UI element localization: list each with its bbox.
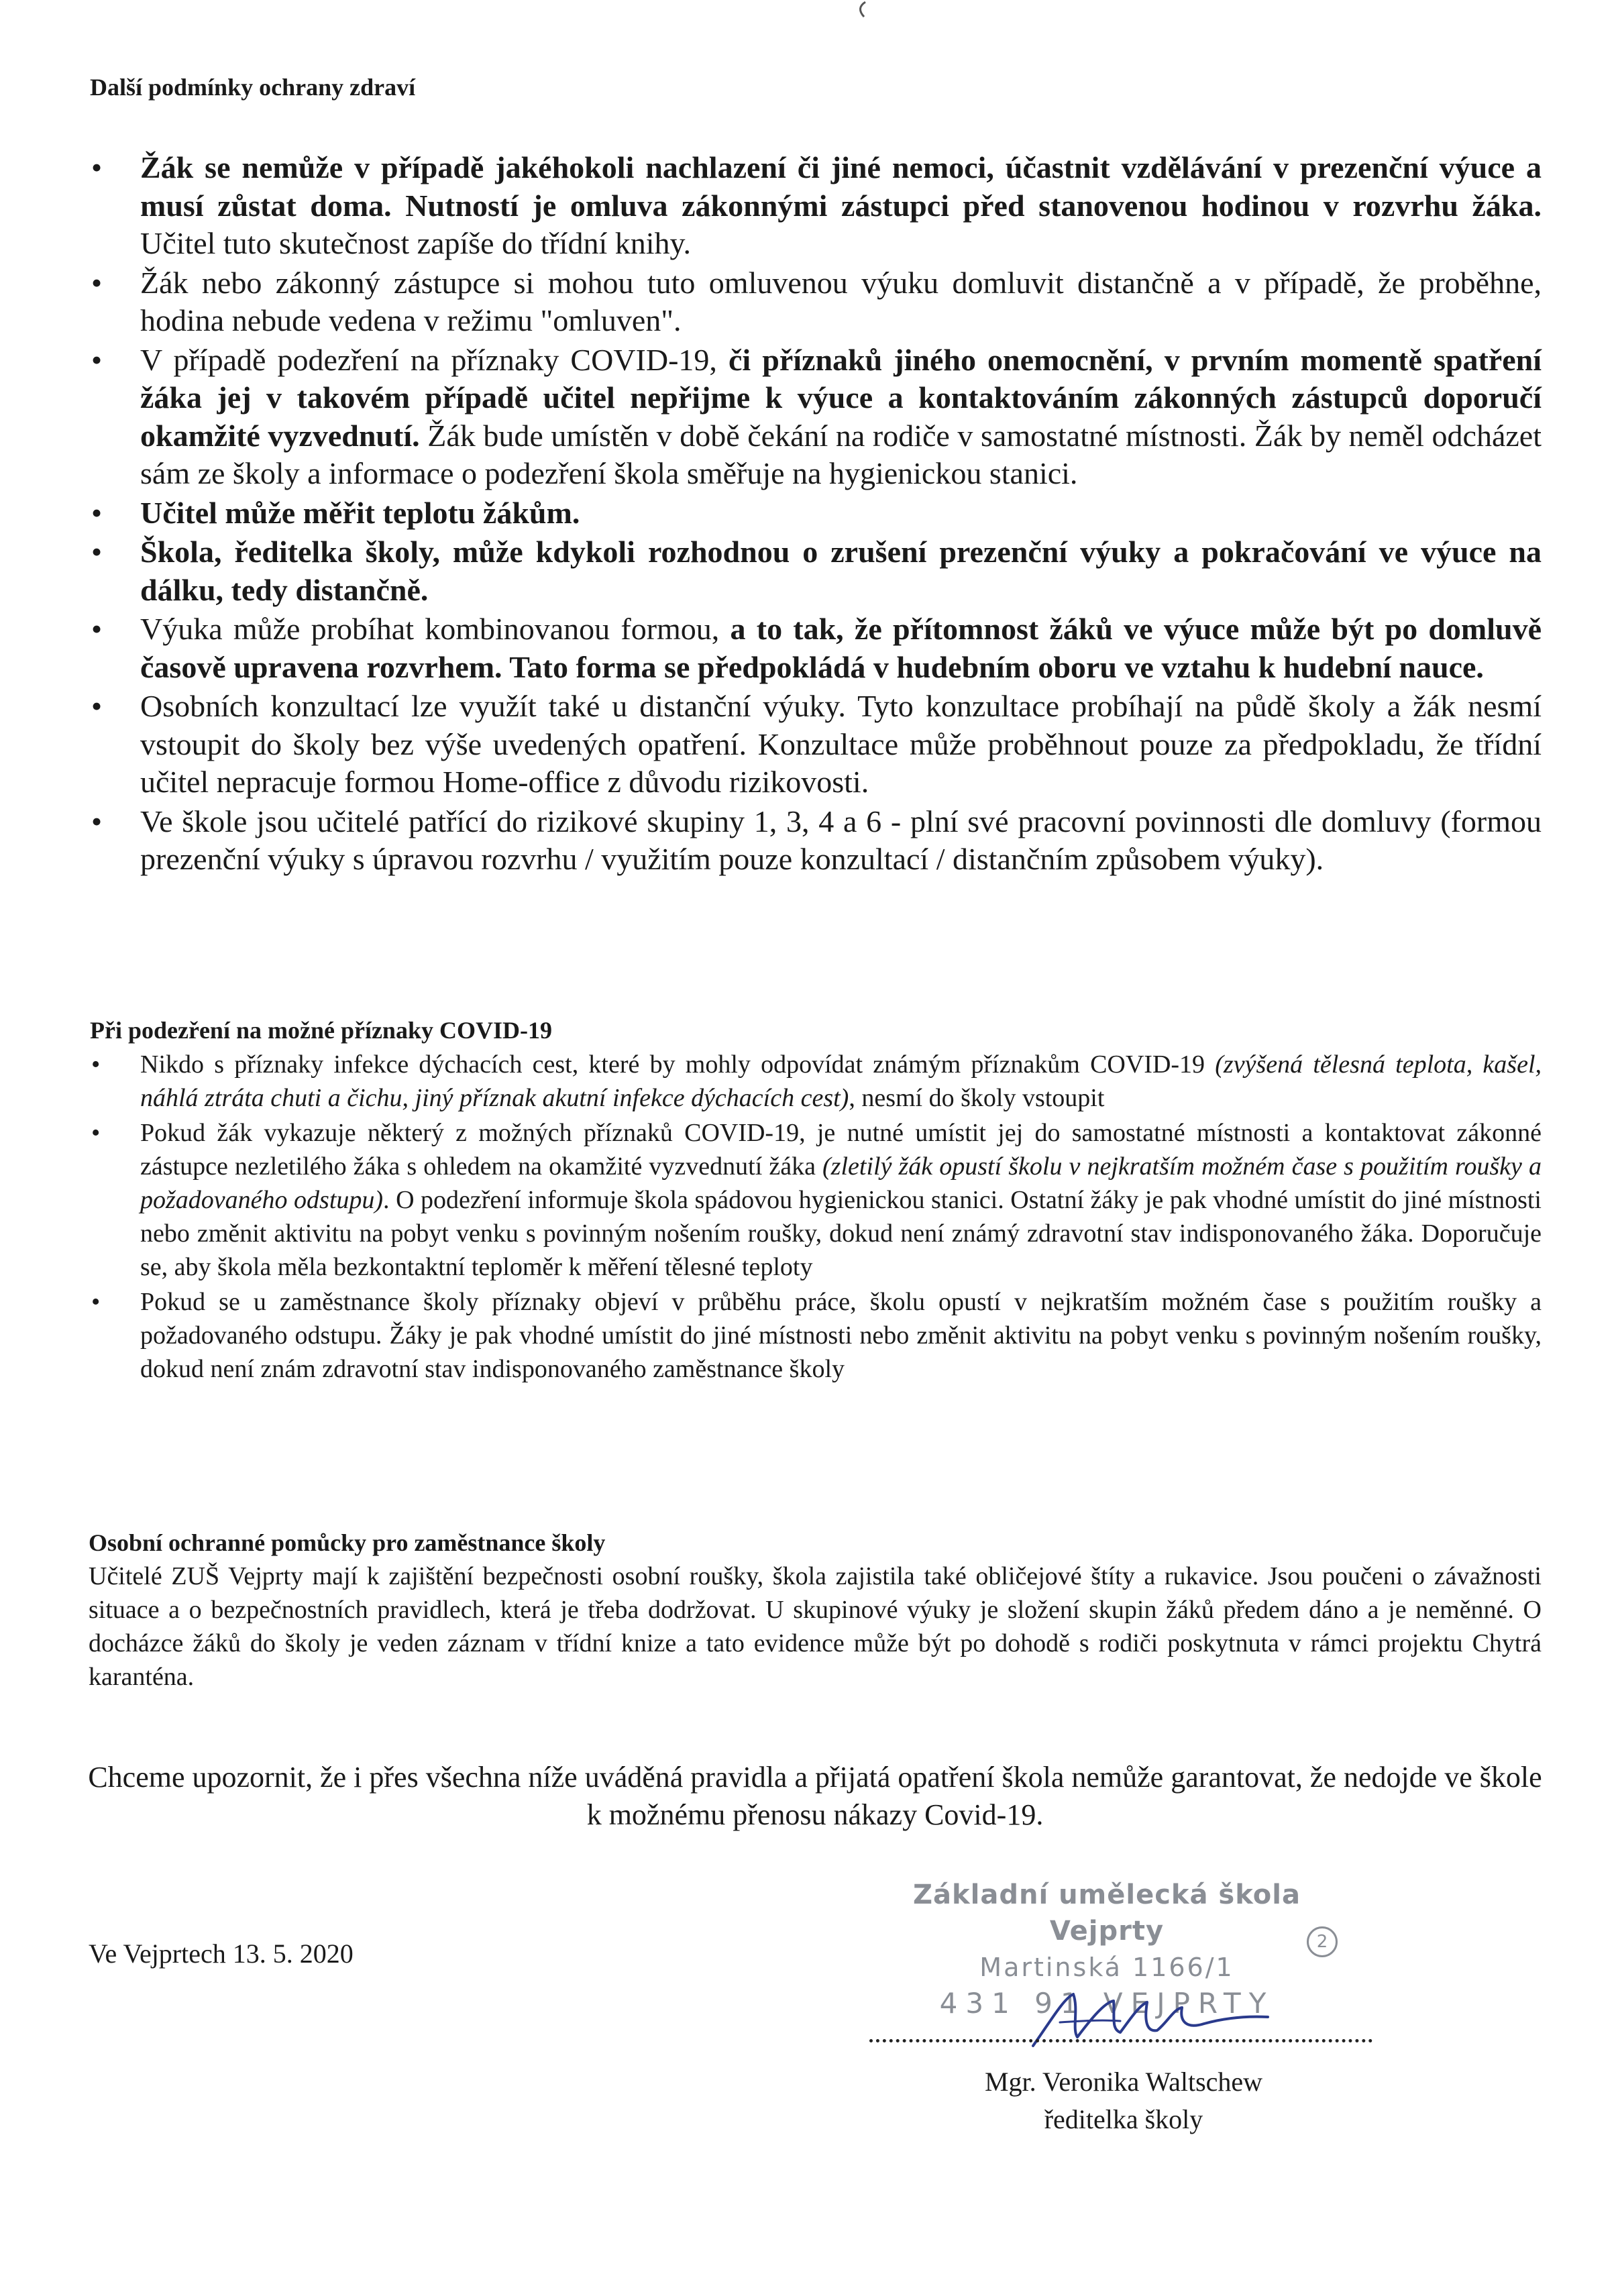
list-item: [91, 688, 1542, 802]
list-item-text: Učitel může měřit teplotu žákům.: [140, 495, 580, 530]
signer-name: Mgr. Veronika Waltschew: [984, 2067, 1263, 2097]
list-item: [91, 341, 1542, 493]
list-item: [91, 533, 1542, 609]
list-item: [91, 1285, 1542, 1386]
list-item-text: Učitel tuto skutečnost zapíše do třídní knihy.: [140, 226, 692, 260]
document-date: Ve Vejprtech 13. 5. 2020: [89, 1938, 354, 1969]
list-item: [91, 494, 1542, 533]
scan-mark: [851, 0, 871, 19]
list-item: [91, 264, 1542, 340]
list-item-text: . O podezření informuje škola spádovou hygienickou stanici. Ostatní žáky je pak vhodné umístit do jiné místnosti nebo změnit aktivitu na pobyt venku s povinným nošením roušky, dokud není známý zdravotní stav indisponovaného žáka. Doporučuje se, aby škola měla bezkontaktní teploměr k měření tělesné teploty: [140, 1186, 1542, 1281]
list-item-text: a to tak, že přítomnost žáků ve výuce může být po domluvě časově upravena rozvrhem. Tato forma se předpokládá v hudebním oboru ve vztahu k hudební nauce.: [140, 612, 1542, 684]
list-item: [91, 610, 1542, 686]
list-item-text: (zletilý žák opustí školu v nejkratším možném čase s použitím roušky a požadovaného odstupu): [140, 1152, 1542, 1214]
list-item: [91, 149, 1542, 263]
list-item-text: Pokud žák vykazuje některý z možných příznaků COVID-19, je nutné umístit jej do samostatné místnosti a kontaktovat zákonné zástupce nezletilého žáka s ohledem na okamžité vyzvednutí žáka: [140, 1119, 1542, 1181]
list-item-text: či příznaků jiného onemocnění, v prvním momentě spatření žáka jej v takovém případě učitel nepřijme k výuce a kontaktováním zákonných zástupců doporučí okamžité vyzvednutí.: [140, 342, 1542, 453]
list-item: [91, 803, 1542, 879]
list-item-text: Výuka může probíhat kombinovanou formou,: [140, 612, 731, 646]
list-item-text: Žák nebo zákonný zástupce si mohou tuto omluvenou výuku domluvit distančně a v případě, že proběhne, hodina nebude vedena v režimu "omluven".: [140, 265, 1542, 337]
list-item: [91, 1116, 1542, 1284]
list-item-text: , nesmí do školy vstoupit: [849, 1084, 1105, 1112]
section-title-protective-equipment: Osobní ochranné pomůcky pro zaměstnance školy: [89, 1529, 606, 1556]
section-title-covid-symptoms: Při podezření na možné příznaky COVID-19: [90, 1017, 552, 1044]
stamp-school-name: Základní umělecká škola Vejprty: [913, 1879, 1301, 1947]
list-item-text: Osobních konzultací lze využít také u distanční výuky. Tyto konzultace probíhají na půdě školy a žák nesmí vstoupit do školy bez výše uvedených opatření. Konzultace může proběhnout pouze za předpokladu, že třídní učitel nepracuje formou Home-office z důvodu rizikovosti.: [140, 689, 1542, 799]
signature-line: [869, 2039, 1372, 2042]
signer-block: [872, 2063, 1375, 2138]
stamp-city: 431 91 VEJPRTY: [939, 1987, 1275, 2020]
section-title-health: Další podmínky ochrany zdraví: [90, 74, 416, 101]
covid-notice: Chceme upozornit, že i přes všechna níže uváděná pravidla a přijatá opatření škola nemůže garantovat, že nedojde ve škole k možnému přenosu nákazy Covid-19.: [88, 1761, 1542, 1831]
protective-equipment-paragraph: Učitelé ZUŠ Vejprty mají k zajištění bezpečnosti osobní roušky, škola zajistila také obličejové štíty a rukavice. Jsou poučeni o závažnosti situace a o bezpečnostních pravidlech, která je třeba dodržovat. U skupinové výuky je složení skupin žáků předem dáno a je neměnné. O docházce žáků do školy je veden záznam v třídní knize a tato evidence může být po dohodě s rodiči poskytnuta v rámci projektu Chytrá karanténa.: [89, 1562, 1542, 1691]
list-item-text: Škola, ředitelka školy, může kdykoli rozhodnou o zrušení prezenční výuky a pokračování ve výuce na dálku, tedy distančně.: [140, 535, 1542, 607]
signer-role: ředitelka školy: [1044, 2104, 1203, 2134]
list-item-text: Žák se nemůže v případě jakéhokoli nachlazení či jiné nemoci, účastnit vzdělávání v prezenční výuce a musí zůstat doma. Nutností je omluva zákonnými zástupci před stanovenou hodinou v rozvrhu žáka.: [140, 150, 1542, 223]
covid-symptoms-list: [91, 1048, 1542, 1387]
health-conditions-list: [91, 149, 1542, 880]
list-item-text: Nikdo s příznaky infekce dýchacích cest, které by mohly odpovídat známým příznakům COVID-19: [140, 1050, 1216, 1079]
list-item-text: (zvýšená tělesná teplota, kašel, náhlá ztráta chuti a čichu, jiný příznak akutní infekce dýchacích cest): [140, 1050, 1542, 1112]
list-item-text: Ve škole jsou učitelé patřící do rizikové skupiny 1, 3, 4 a 6 - plní své pracovní povinnosti dle domluvy (formou prezenční výuky s úpravou rozvrhu / využitím pouze konzultací / distančním způsobem výuky).: [140, 804, 1542, 876]
list-item: [91, 1048, 1542, 1115]
list-item-text: V případě podezření na příznaky COVID-19,: [140, 342, 729, 377]
list-item-text: Pokud se u zaměstnance školy příznaky objeví v průběhu práce, školu opustí v nejkratším možném čase s použitím roušky a požadovaného odstupu. Žáky je pak vhodné umístit do jiné místnosti nebo změnit aktivitu na pobyt venku s povinným nošením roušky, dokud není znám zdravotní stav indisponovaného zaměstnance školy: [140, 1288, 1542, 1383]
stamp-street: Martinská 1166/1: [979, 1953, 1234, 1982]
stamp-number: 2: [1307, 1926, 1338, 1957]
handwritten-signature: [1020, 1982, 1288, 2056]
list-item-text: Žák bude umístěn v době čekání na rodiče v samostatné místnosti. Žák by neměl odcházet sám ze školy a informace o podezření škola směřuje na hygienickou stanici.: [140, 418, 1542, 490]
